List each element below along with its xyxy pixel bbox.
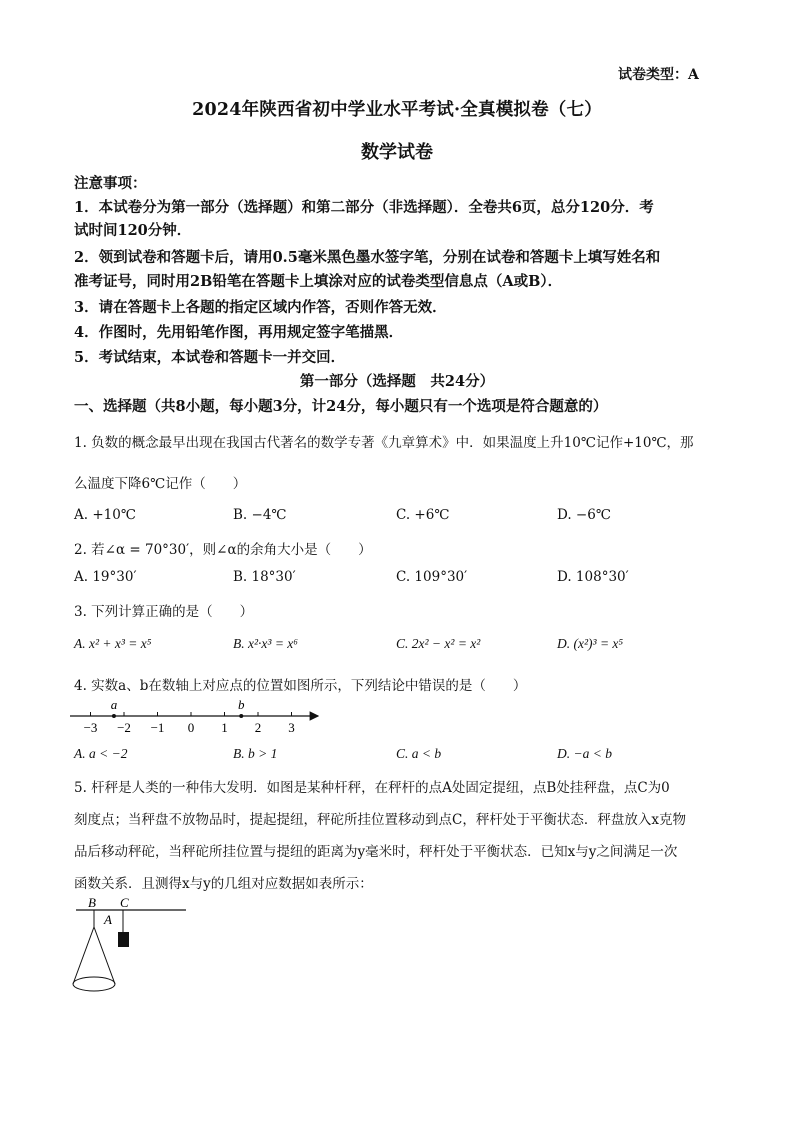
axis-tick-label: −2 (117, 720, 131, 735)
point-b-label: b (238, 697, 245, 712)
number-line-figure (60, 696, 340, 738)
point-a-marker (112, 714, 116, 718)
q3-option-c: C. 2x² − x² = x² (396, 636, 481, 651)
question-5-line4: 函数关系．且测得x与y的几组对应数据如表所示： (74, 876, 373, 892)
note-line: 2．领到试卷和答题卡后，请用0.5毫米黑色墨水签字笔，分别在试卷和答题卡上填写姓名和 (74, 249, 661, 266)
q3-option-a: A. x² + x³ = x⁵ (74, 636, 152, 651)
axis-tick-label: 3 (288, 720, 295, 735)
question-3: 3. 下列计算正确的是（ ） (74, 604, 254, 620)
q2-option-b: B. 18°30′ (233, 569, 296, 585)
steelyard-figure (66, 894, 196, 1006)
page-title: 2024年陕西省初中学业水平考试·全真模拟卷（七） (192, 100, 602, 120)
note-line: 4．作图时，先用铅笔作图，再用规定签字笔描黑． (74, 324, 404, 341)
question-5-line1: 5. 杆秤是人类的一种伟大发明．如图是某种杆秤，在秤杆的点A处固定提纽，点B处挂秤盘，点C为0 (74, 780, 670, 796)
question-1-line2: 么温度下降6℃记作（ ） (74, 476, 247, 492)
q4-option-a: A. a < −2 (74, 746, 128, 761)
q1-option-a: A. +10℃ (74, 507, 136, 523)
pan-string-left (73, 927, 94, 984)
note-line: 5．考试结束，本试卷和答题卡一并交回． (74, 349, 346, 366)
question-5-line3: 品后移动秤砣，当秤砣所挂位置与提纽的距离为y毫米时，秤杆处于平衡状态．已知x与y之间满足一次 (74, 844, 678, 860)
note-line: 1．本试卷分为第一部分（选择题）和第二部分（非选择题）．全卷共6页，总分120分．考 (74, 199, 654, 216)
counterweight (118, 932, 129, 947)
axis-tick-label: 2 (254, 720, 262, 735)
q2-option-c: C. 109°30′ (396, 569, 468, 585)
note-line: 3．请在答题卡上各题的指定区域内作答，否则作答无效． (74, 299, 447, 316)
note-line: 准考证号，同时用2B铅笔在答题卡上填涂对应的试卷类型信息点（A或B）． (74, 273, 563, 290)
pan-string-right (94, 927, 115, 984)
q4-option-b: B. b > 1 (233, 746, 278, 761)
note-line: 试时间120分钟． (74, 222, 192, 239)
scale-pan (73, 977, 115, 991)
q2-option-a: A. 19°30′ (74, 569, 137, 585)
point-c-label: C (120, 895, 129, 910)
q4-option-d: D. −a < b (557, 746, 612, 761)
point-b-label: B (88, 895, 96, 910)
point-a-label: A (104, 912, 112, 927)
question-5-line2: 刻度点；当秤盘不放物品时，提起提纽，秤砣所挂位置移动到点C，秤杆处于平衡状态．秤盘放入x克物 (74, 812, 686, 828)
page-subtitle: 数学试卷 (361, 142, 433, 163)
question-4: 4. 实数a、b在数轴上对应点的位置如图所示，下列结论中错误的是（ ） (74, 678, 527, 694)
point-a-label: a (110, 697, 118, 712)
notes-heading: 注意事项： (74, 175, 147, 192)
question-1-line1: 1. 负数的概念最早出现在我国古代著名的数学专著《九章算术》中．如果温度上升10℃记作+10℃，那 (74, 435, 694, 451)
axis-tick-label: −3 (83, 720, 98, 735)
q4-option-c: C. a < b (396, 746, 442, 761)
paper-type: 试卷类型：A (618, 67, 699, 83)
axis-tick-label: −1 (150, 720, 165, 735)
q2-option-d: D. 108°30′ (557, 569, 629, 585)
section-one-heading: 一、选择题（共8小题，每小题3分，计24分，每小题只有一个选项是符合题意的） (74, 398, 608, 415)
question-2: 2. 若∠α = 70°30′，则∠α的余角大小是（ ） (74, 542, 372, 558)
q1-option-c: C. +6℃ (396, 507, 450, 523)
q3-option-d: D. (x²)³ = x⁵ (557, 636, 624, 651)
q1-option-d: D. −6℃ (557, 507, 611, 523)
point-b-marker (239, 714, 243, 718)
axis-tick-label: 0 (187, 720, 195, 735)
q1-option-b: B. −4℃ (233, 507, 287, 523)
q3-option-b: B. x²·x³ = x⁶ (233, 636, 298, 651)
axis-tick-label: 1 (221, 720, 228, 735)
part-one-heading: 第一部分（选择题 共24分） (299, 373, 495, 390)
